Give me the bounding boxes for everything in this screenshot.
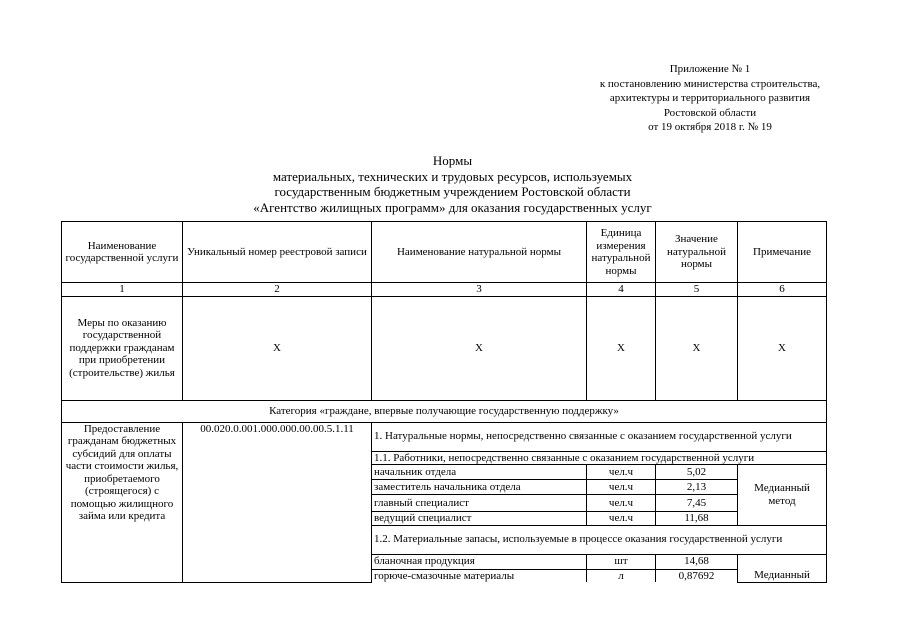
measures-value: Х	[587, 296, 656, 400]
category-cell: Категория «граждане, впервые получающие государственную поддержку»	[62, 400, 827, 422]
norm-value: 5,02	[656, 465, 738, 480]
subsection-title: 1.1. Работники, непосредственно связанные с оказанием государственной услуги	[372, 451, 827, 465]
title-line: Нормы	[432, 153, 473, 168]
norm-value: 2,13	[656, 480, 738, 495]
appendix-line: к постановлению министерства строительства,	[599, 77, 821, 90]
section-row	[62, 422, 827, 451]
appendix-block	[560, 62, 860, 135]
norm-value: 14,68	[656, 554, 738, 569]
appendix-line: Ростовской области	[663, 106, 757, 119]
section-title: 1. Натуральные нормы, непосредственно связанные с оказанием государственной услуги	[372, 422, 827, 451]
number-cell: 4	[587, 283, 656, 297]
measures-value: Х	[738, 296, 827, 400]
subsection-title: 1.2. Материальные запасы, используемые в процессе оказания государственной услуги	[372, 525, 827, 554]
norm-name: ведущий специалист	[372, 512, 587, 526]
norms-table	[61, 221, 827, 583]
header-cell: Единица измерения натуральной нормы	[587, 222, 656, 283]
appendix-line: архитектуры и территориального развития	[609, 92, 811, 105]
measures-value: Х	[656, 296, 738, 400]
norm-name: бланочная продукция	[372, 554, 587, 569]
number-cell: 6	[738, 283, 827, 297]
norm-unit: шт	[587, 554, 656, 569]
norm-unit: л	[587, 569, 656, 582]
title-line: государственным бюджетным учреждением Ростовской области	[274, 184, 631, 199]
norm-value: 0,87692	[656, 569, 738, 582]
norm-unit: чел.ч	[587, 465, 656, 480]
number-cell: 1	[62, 283, 183, 297]
header-cell: Наименование государственной услуги	[62, 222, 183, 283]
number-cell: 2	[183, 283, 372, 297]
header-cell: Примечание	[738, 222, 827, 283]
title-line: материальных, технических и трудовых ресурсов, используемых	[272, 168, 633, 184]
number-cell: 3	[372, 283, 587, 297]
norm-unit: чел.ч	[587, 495, 656, 512]
measures-value: Х	[183, 296, 372, 400]
norm-name: заместитель начальника отдела	[372, 480, 587, 495]
appendix-line: от 19 октября 2018 г. № 19	[648, 121, 772, 134]
document-title	[180, 153, 725, 215]
header-cell: Значение натуральной нормы	[656, 222, 738, 283]
header-cell: Уникальный номер реестровой записи	[183, 222, 372, 283]
number-cell: 5	[656, 283, 738, 297]
service-name: Предоставление гражданам бюджетных субсидий для оплаты части стоимости жилья, приобретаемого (строящегося) с помощью жилищного займа или кредита	[62, 422, 183, 582]
category-row	[62, 400, 827, 422]
norm-name: начальник отдела	[372, 465, 587, 480]
norm-unit: чел.ч	[587, 480, 656, 495]
measures-row	[62, 296, 827, 400]
norm-note: Медианный	[738, 554, 827, 582]
norm-value: 7,45	[656, 495, 738, 512]
measures-name: Меры по оказанию государственной поддержки гражданам при приобретении (строительстве) жилья	[62, 296, 183, 400]
header-cell: Наименование натуральной нормы	[372, 222, 587, 283]
measures-value: Х	[372, 296, 587, 400]
header-row	[62, 222, 827, 283]
norm-unit: чел.ч	[587, 512, 656, 526]
norm-name: горюче-смазочные материалы	[372, 569, 587, 582]
norm-name: главный специалист	[372, 495, 587, 512]
norm-note: Медианный метод	[738, 465, 827, 526]
title-line: «Агентство жилищных программ» для оказания государственных услуг	[253, 199, 652, 215]
appendix-line: Приложение № 1	[669, 63, 751, 75]
number-row	[62, 283, 827, 297]
norm-value: 11,68	[656, 512, 738, 526]
registry-number: 00.020.0.001.000.000.00.00.5.1.11	[183, 422, 372, 582]
